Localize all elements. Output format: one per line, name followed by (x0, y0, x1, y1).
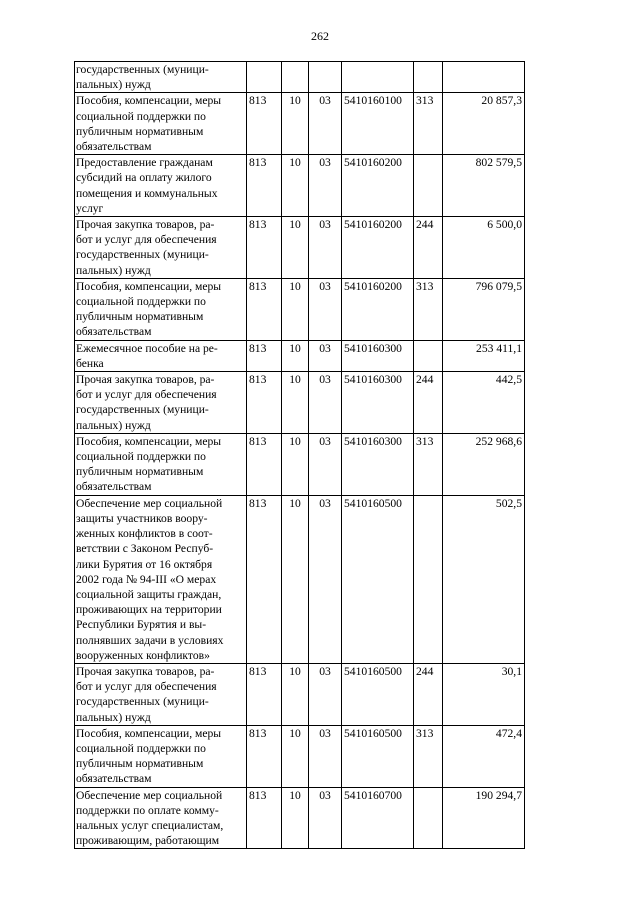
amount-cell: 796 079,5 (443, 278, 525, 340)
table-row (75, 495, 525, 663)
target-article-cell: 5410160500 (342, 725, 414, 787)
amount-cell: 6 500,0 (443, 217, 525, 279)
section-code-cell: 10 (282, 787, 309, 849)
expense-type-cell (414, 340, 443, 371)
subsection-code-cell: 03 (309, 93, 342, 155)
amount-cell: 20 857,3 (443, 93, 525, 155)
amount-cell: 442,5 (443, 372, 525, 434)
item-name-cell: Прочая закупка товаров, ра- бот и услуг для обеспечения государственных (муници- пальных) нужд (75, 663, 247, 725)
target-article-cell: 5410160200 (342, 278, 414, 340)
subsection-code-cell: 03 (309, 155, 342, 217)
item-name-cell: Прочая закупка товаров, ра- бот и услуг для обеспечения государственных (муници- пальных) нужд (75, 217, 247, 279)
department-code-cell: 813 (247, 155, 282, 217)
table-row (75, 217, 525, 279)
expense-type-cell: 313 (414, 93, 443, 155)
subsection-code-cell (309, 62, 342, 93)
table-body (75, 62, 525, 849)
target-article-cell (342, 62, 414, 93)
section-code-cell (282, 62, 309, 93)
table-row (75, 278, 525, 340)
section-code-cell: 10 (282, 725, 309, 787)
expense-type-cell: 244 (414, 663, 443, 725)
department-code-cell: 813 (247, 340, 282, 371)
expense-type-cell (414, 787, 443, 849)
budget-table (74, 61, 525, 849)
department-code-cell: 813 (247, 725, 282, 787)
subsection-code-cell: 03 (309, 217, 342, 279)
target-article-cell: 5410160700 (342, 787, 414, 849)
table-row (75, 725, 525, 787)
item-name-cell: Предоставление гражданам субсидий на оплату жилого помещения и коммунальных услуг (75, 155, 247, 217)
table-row (75, 93, 525, 155)
subsection-code-cell: 03 (309, 340, 342, 371)
item-name-cell: Прочая закупка товаров, ра- бот и услуг для обеспечения государственных (муници- пальных) нужд (75, 372, 247, 434)
subsection-code-cell: 03 (309, 663, 342, 725)
table-row (75, 340, 525, 371)
amount-cell: 253 411,1 (443, 340, 525, 371)
section-code-cell: 10 (282, 340, 309, 371)
expense-type-cell: 244 (414, 372, 443, 434)
subsection-code-cell: 03 (309, 495, 342, 663)
table-row (75, 372, 525, 434)
subsection-code-cell: 03 (309, 787, 342, 849)
target-article-cell: 5410160300 (342, 433, 414, 495)
section-code-cell: 10 (282, 663, 309, 725)
expense-type-cell: 313 (414, 725, 443, 787)
item-name-cell: Пособия, компенсации, меры социальной поддержки по публичным нормативным обязательствам (75, 433, 247, 495)
section-code-cell: 10 (282, 495, 309, 663)
section-code-cell: 10 (282, 278, 309, 340)
table-row (75, 663, 525, 725)
item-name-cell: Пособия, компенсации, меры социальной поддержки по публичным нормативным обязательствам (75, 278, 247, 340)
department-code-cell: 813 (247, 433, 282, 495)
expense-type-cell: 313 (414, 278, 443, 340)
expense-type-cell (414, 495, 443, 663)
section-code-cell: 10 (282, 155, 309, 217)
table-row (75, 787, 525, 849)
department-code-cell (247, 62, 282, 93)
table-row (75, 433, 525, 495)
amount-cell: 502,5 (443, 495, 525, 663)
target-article-cell: 5410160500 (342, 663, 414, 725)
section-code-cell: 10 (282, 433, 309, 495)
item-name-cell: Пособия, компенсации, меры социальной поддержки по публичным нормативным обязательствам (75, 93, 247, 155)
section-code-cell: 10 (282, 372, 309, 434)
department-code-cell: 813 (247, 372, 282, 434)
amount-cell: 802 579,5 (443, 155, 525, 217)
item-name-cell: Обеспечение мер социальной поддержки по оплате комму- нальных услуг специалистам, проживающим, работающим (75, 787, 247, 849)
expense-type-cell (414, 155, 443, 217)
target-article-cell: 5410160300 (342, 340, 414, 371)
department-code-cell: 813 (247, 278, 282, 340)
target-article-cell: 5410160200 (342, 217, 414, 279)
target-article-cell: 5410160300 (342, 372, 414, 434)
page-number: 262 (311, 29, 329, 43)
item-name-cell: Обеспечение мер социальной защиты участников воору- женных конфликтов в соот- ветствии с Законом Респуб- лики Бурятия от 16 октября 2002 года № 94-III «О мерах социальной защиты граждан, проживающих на территории Республики Бурятия и вы- полнявших задачи в условиях вооруженных конфликтов» (75, 495, 247, 663)
amount-cell: 190 294,7 (443, 787, 525, 849)
subsection-code-cell: 03 (309, 278, 342, 340)
department-code-cell: 813 (247, 495, 282, 663)
department-code-cell: 813 (247, 787, 282, 849)
table-row (75, 62, 525, 93)
item-name-cell: Ежемесячное пособие на ре- бенка (75, 340, 247, 371)
subsection-code-cell: 03 (309, 433, 342, 495)
amount-cell: 252 968,6 (443, 433, 525, 495)
section-code-cell: 10 (282, 93, 309, 155)
department-code-cell: 813 (247, 663, 282, 725)
amount-cell (443, 62, 525, 93)
subsection-code-cell: 03 (309, 725, 342, 787)
expense-type-cell (414, 62, 443, 93)
item-name-cell: Пособия, компенсации, меры социальной поддержки по публичным нормативным обязательствам (75, 725, 247, 787)
subsection-code-cell: 03 (309, 372, 342, 434)
item-name-cell: государственных (муници- пальных) нужд (75, 62, 247, 93)
amount-cell: 472,4 (443, 725, 525, 787)
table-row (75, 155, 525, 217)
amount-cell: 30,1 (443, 663, 525, 725)
expense-type-cell: 313 (414, 433, 443, 495)
department-code-cell: 813 (247, 93, 282, 155)
target-article-cell: 5410160500 (342, 495, 414, 663)
section-code-cell: 10 (282, 217, 309, 279)
expense-type-cell: 244 (414, 217, 443, 279)
department-code-cell: 813 (247, 217, 282, 279)
target-article-cell: 5410160100 (342, 93, 414, 155)
target-article-cell: 5410160200 (342, 155, 414, 217)
